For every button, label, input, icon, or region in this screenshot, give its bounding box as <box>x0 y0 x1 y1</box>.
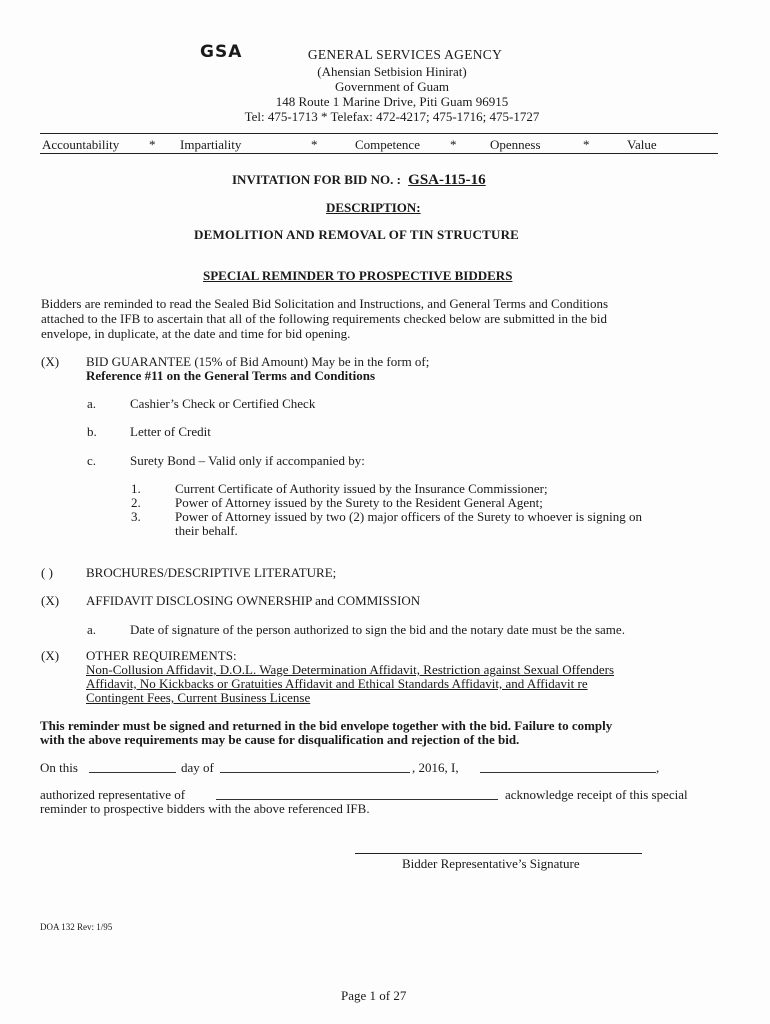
list-item-text: Cashier’s Check or Certified Check <box>130 396 316 411</box>
description-text: DEMOLITION AND REMOVAL OF TIN STRUCTURE <box>194 227 520 242</box>
invitation-label <box>232 172 486 189</box>
sub-item-text-continued: their behalf. <box>175 523 238 538</box>
phone-line: Tel: 475-1713 * Telefax: 472-4217; 475-1716; 475-1727 <box>244 109 540 124</box>
sub-item-text: Current Certificate of Authority issued by the Insurance Commissioner; <box>175 481 548 496</box>
sub-item-text: Power of Attorney issued by the Surety to the Resident General Agent; <box>175 495 543 510</box>
value-separator: * <box>149 137 156 152</box>
list-item-text: Letter of Credit <box>130 424 211 439</box>
address-line: 148 Route 1 Marine Drive, Piti Guam 96915 <box>275 94 509 109</box>
list-item-letter: b. <box>87 424 97 439</box>
ack-end: , <box>656 760 660 775</box>
ack-reminder: reminder to prospective bidders with the above referenced IFB. <box>40 801 370 816</box>
list-item-letter: a. <box>87 622 97 637</box>
warning-line-1: This reminder must be signed and returned in the bid envelope together with the bid. Failure to comply <box>40 718 613 733</box>
value-openness: Openness <box>490 137 541 152</box>
government-line: Government of Guam <box>334 79 450 94</box>
bid-guarantee-text: BID GUARANTEE (15% of Bid Amount) May be in the form of; <box>86 354 430 369</box>
intro-line-2: attached to the IFB to ascertain that all of the following requirements checked below are submitted in the bid <box>41 311 608 326</box>
value-separator: * <box>311 137 318 152</box>
page-number: Page 1 of 27 <box>341 988 407 1003</box>
list-item-text: Date of signature of the person authorized to sign the bid and the notary date must be the same. <box>130 622 625 637</box>
other-requirements-line-2: Affidavit, No Kickbacks or Gratuities Affidavit and Ethical Standards Affidavit, and Affidavit re <box>86 676 588 691</box>
value-accountability: Accountability <box>42 137 120 152</box>
affidavit-text: AFFIDAVIT DISCLOSING OWNERSHIP and COMMISSION <box>86 593 421 608</box>
value-separator: * <box>450 137 457 152</box>
value-separator: * <box>583 137 590 152</box>
list-item-text: Surety Bond – Valid only if accompanied by: <box>130 453 365 468</box>
name-field[interactable] <box>480 761 656 773</box>
other-requirements-line-3: Contingent Fees, Current Business License <box>86 690 311 705</box>
signature-label: Bidder Representative’s Signature <box>402 856 580 871</box>
other-requirements-line-1: Non-Collusion Affidavit, D.O.L. Wage Determination Affidavit, Restriction against Sexual Offenders <box>86 662 615 677</box>
values-bottom-rule <box>40 153 718 154</box>
day-field[interactable] <box>89 761 176 773</box>
intro-line-1: Bidders are reminded to read the Sealed Bid Solicitation and Instructions, and General Terms and Conditions <box>41 296 609 311</box>
form-code: DOA 132 Rev: 1/95 <box>40 922 113 932</box>
ack-on-this: On this <box>40 760 78 775</box>
list-item-letter: a. <box>87 396 97 411</box>
agency-native-name: (Ahensian Setbision Hinirat) <box>317 64 467 79</box>
sub-item-number: 2. <box>131 495 141 510</box>
signature-line[interactable] <box>355 853 642 854</box>
value-value: Value <box>627 137 657 152</box>
agency-name: GENERAL SERVICES AGENCY <box>307 47 503 62</box>
bid-number: GSA-115-16 <box>408 172 486 188</box>
list-item-letter: c. <box>87 453 97 468</box>
ack-day-of: day of <box>181 760 214 775</box>
ack-acknowledge: acknowledge receipt of this special <box>505 787 688 802</box>
sub-item-number: 1. <box>131 481 141 496</box>
affidavit-checkbox: (X) <box>41 593 60 608</box>
value-competence: Competence <box>355 137 420 152</box>
ack-year: , 2016, I, <box>412 760 459 775</box>
other-checkbox: (X) <box>41 648 60 663</box>
invitation-label-text: INVITATION FOR BID NO. : <box>232 172 401 187</box>
intro-line-3: envelope, in duplicate, at the date and time for bid opening. <box>41 326 351 341</box>
bid-guarantee-reference: Reference #11 on the General Terms and Conditions <box>86 368 376 383</box>
ack-authorized: authorized representative of <box>40 787 186 802</box>
bid-guarantee-checkbox: (X) <box>41 354 60 369</box>
description-heading: DESCRIPTION: <box>326 200 421 215</box>
sub-item-text: Power of Attorney issued by two (2) major officers of the Surety to whoever is signing on <box>175 509 642 524</box>
values-top-rule <box>40 133 718 134</box>
value-impartiality: Impartiality <box>180 137 242 152</box>
reminder-heading: SPECIAL REMINDER TO PROSPECTIVE BIDDERS <box>203 268 513 283</box>
other-heading: OTHER REQUIREMENTS: <box>86 648 237 663</box>
warning-line-2: with the above requirements may be cause for disqualification and rejection of the bid. <box>40 732 520 747</box>
month-field[interactable] <box>220 761 410 773</box>
brochures-checkbox: ( ) <box>41 565 53 580</box>
gsa-logo: GSA <box>200 42 243 62</box>
brochures-text: BROCHURES/DESCRIPTIVE LITERATURE; <box>86 565 337 580</box>
company-field[interactable] <box>216 788 498 800</box>
sub-item-number: 3. <box>131 509 141 524</box>
